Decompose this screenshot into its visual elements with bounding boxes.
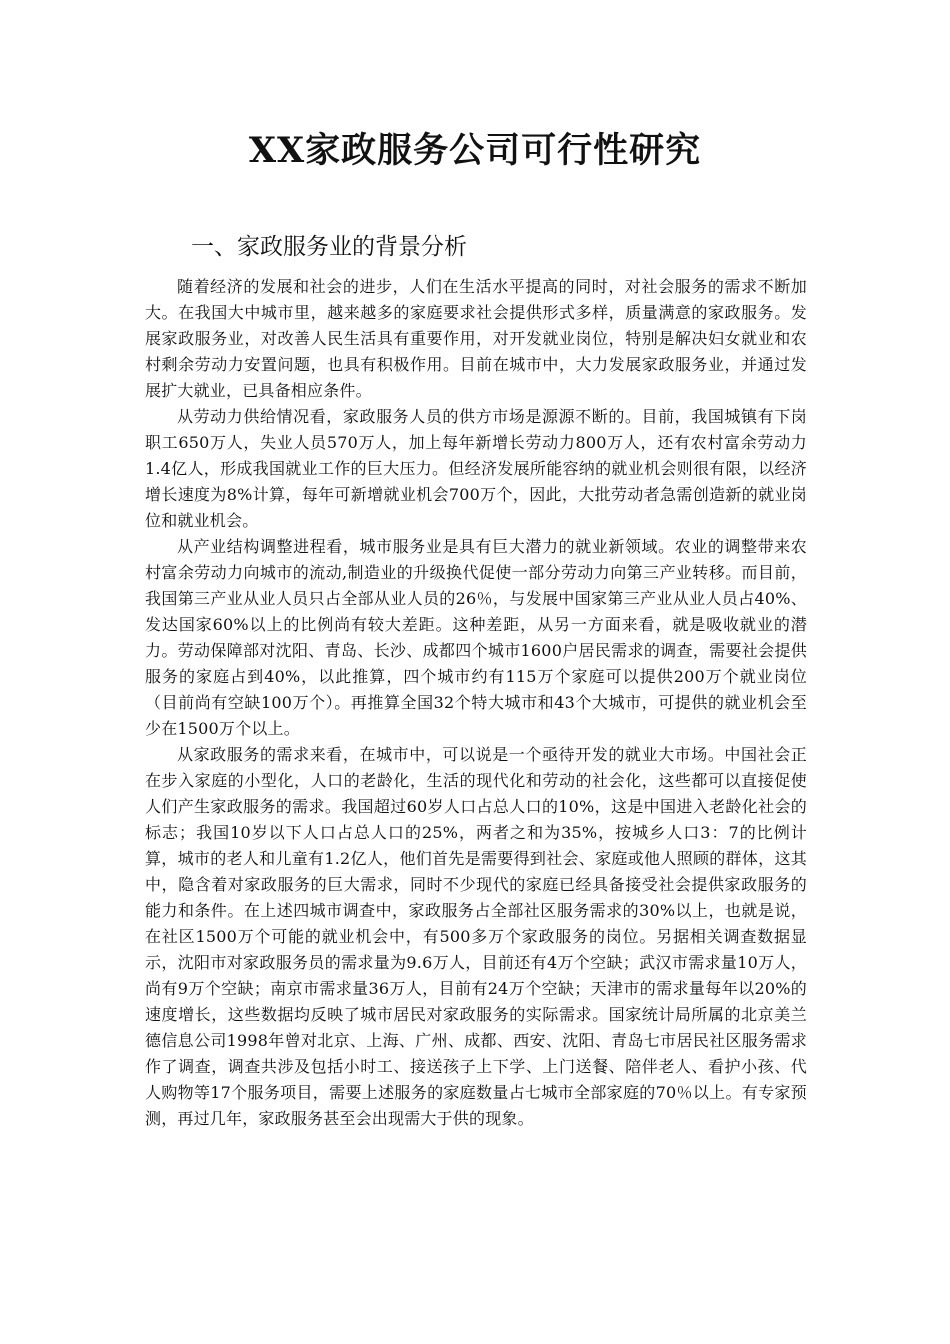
paragraph-industry-structure: 从产业结构调整进程看，城市服务业是具有巨大潜力的就业新领域。农业的调整带来农村富余劳动力向城市的流动,制造业的升级换代促使一部分劳动力向第三产业转移。而目前，我国第三产业从业人员只占全部从业人员的26％，与发展中国家第三产业从业人员占40%、发达国家60%以上的比例尚有较大差距。这种差距，从另一方面来看，就是吸收就业的潜力。劳动保障部对沈阳、青岛、长沙、成都四个城市1600户居民需求的调查，需要社会提供服务的家庭占到40%，以此推算，四个城市约有115万个家庭可以提供200万个就业岗位（目前尚有空缺100万个）。再推算全国32个特大城市和43个大城市，可提供的就业机会至少在1500万个以上。 xyxy=(145,537,807,738)
paragraph-labor-demand-intro: 随着经济的发展和社会的进步，人们在生活水平提高的同时，对社会服务的需求不断加大。在我国大中城市里，越来越多的家庭要求社会提供形式多样，质量满意的家政服务。发展家政服务业，对改善人民生活具有重要作用，对开发就业岗位，特别是解决妇女就业和农村剩余劳动力安置问题，也具有积极作用。目前在城市中，大力发展家政服务业，并通过发展扩大就业，已具备相应条件。 xyxy=(145,277,807,400)
document-title: XX家政服务公司可行性研究 xyxy=(248,130,702,171)
body-text xyxy=(145,274,807,1132)
section-heading: 一、家政服务业的背景分析 xyxy=(191,234,467,260)
paragraph-service-demand: 从家政服务的需求来看，在城市中，可以说是一个亟待开发的就业大市场。中国社会正在步入家庭的小型化，人口的老龄化，生活的现代化和劳动的社会化，这些都可以直接促使人们产生家政服务的需求。我国超过60岁人口占总人口的10%，这是中国进入老龄化社会的标志；我国10岁以下人口占总人口的25%，两者之和为35%，按城乡人口3：7的比例计算，城市的老人和儿童有1.2亿人，他们首先是需要得到社会、家庭或他人照顾的群体，这其中，隐含着对家政服务的巨大需求，同时不少现代的家庭已经具备接受社会提供家政服务的能力和条件。在上述四城市调查中，家政服务占全部社区服务需求的30%以上，也就是说，在社区1500万个可能的就业机会中，有500多万个家政服务的岗位。另据相关调查数据显示，沈阳市对家政服务员的需求量为9.6万人，目前还有4万个空缺；武汉市需求量10万人，尚有9万个空缺；南京市需求量36万人，目前有24万个空缺；天津市的需求量每年以20%的速度增长，这些数据均反映了城市居民对家政服务的实际需求。国家统计局所属的北京美兰德信息公司1998年曾对北京、上海、广州、成都、西安、沈阳、青岛七市居民社区服务需求作了调查，调查共涉及包括小时工、接送孩子上下学、上门送餐、陪伴老人、看护小孩、代人购物等17个服务项目，需要上述服务的家庭数量占七城市全部家庭的70％以上。有专家预测，再过几年，家政服务甚至会出现需大于供的现象。 xyxy=(145,745,807,1128)
paragraph-labor-supply: 从劳动力供给情况看，家政服务人员的供方市场是源源不断的。目前，我国城镇有下岗职工650万人，失业人员570万人，加上每年新增长劳动力800万人，还有农村富余劳动力1.4亿人，形成我国就业工作的巨大压力。但经济发展所能容纳的就业机会则很有限，以经济增长速度为8%计算，每年可新增就业机会700万个，因此，大批劳动者急需创造新的就业岗位和就业机会。 xyxy=(145,407,807,530)
